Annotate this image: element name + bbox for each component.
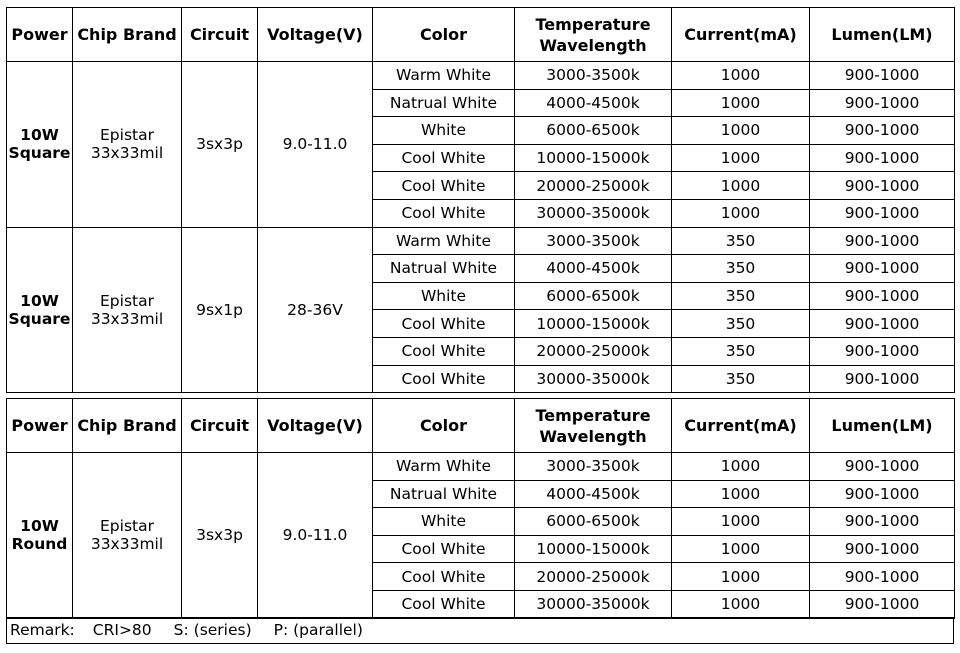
- header-lumen: Lumen(LM): [810, 399, 955, 453]
- current-cell: 1000: [672, 199, 810, 227]
- spec-table-round: [6, 398, 955, 619]
- header-row: [7, 8, 955, 62]
- lumen-cell: 900-1000: [810, 172, 955, 200]
- temperature-cell: 30000-35000k: [515, 590, 672, 618]
- current-cell: 350: [672, 282, 810, 310]
- header-circuit: Circuit: [182, 399, 258, 453]
- header-chip-brand: Chip Brand: [73, 399, 182, 453]
- chip-brand-line2: 33x33mil: [90, 309, 164, 328]
- current-cell: 1000: [672, 117, 810, 145]
- temperature-cell: 6000-6500k: [515, 117, 672, 145]
- color-cell: Cool White: [373, 563, 515, 591]
- circuit-cell: 3sx3p: [182, 62, 258, 228]
- header-temperature: [515, 8, 672, 62]
- spec-table-square: [6, 7, 955, 393]
- current-cell: 1000: [672, 563, 810, 591]
- color-cell: Cool White: [373, 172, 515, 200]
- current-cell: 1000: [672, 453, 810, 481]
- color-cell: White: [373, 117, 515, 145]
- chip-brand-cell: [73, 227, 182, 393]
- temperature-cell: 10000-15000k: [515, 310, 672, 338]
- voltage-cell: 9.0-11.0: [258, 62, 373, 228]
- color-cell: Cool White: [373, 144, 515, 172]
- temperature-cell: 10000-15000k: [515, 535, 672, 563]
- color-cell: Cool White: [373, 199, 515, 227]
- lumen-cell: 900-1000: [810, 89, 955, 117]
- remark-parallel: P: (parallel): [273, 621, 363, 639]
- header-temperature-line1: Temperature: [535, 405, 651, 425]
- chip-brand-line2: 33x33mil: [90, 144, 164, 163]
- current-cell: 1000: [672, 89, 810, 117]
- color-cell: Cool White: [373, 535, 515, 563]
- lumen-cell: 900-1000: [810, 62, 955, 90]
- lumen-cell: 900-1000: [810, 480, 955, 508]
- spec-table-body: [7, 8, 955, 393]
- table-row: [7, 227, 955, 255]
- power-line1: 10W: [20, 126, 59, 145]
- current-cell: 1000: [672, 480, 810, 508]
- header-power: Power: [7, 399, 73, 453]
- remark-series: S: (series): [173, 621, 252, 639]
- lumen-cell: 900-1000: [810, 337, 955, 365]
- lumen-cell: 900-1000: [810, 535, 955, 563]
- power-cell: [7, 227, 73, 393]
- lumen-cell: 900-1000: [810, 199, 955, 227]
- remark-label: Remark:: [10, 621, 75, 639]
- lumen-cell: 900-1000: [810, 144, 955, 172]
- temperature-cell: 6000-6500k: [515, 282, 672, 310]
- temperature-cell: 3000-3500k: [515, 227, 672, 255]
- chip-brand-line1: Epistar: [100, 126, 154, 145]
- color-cell: White: [373, 508, 515, 536]
- header-circuit: Circuit: [182, 8, 258, 62]
- lumen-cell: 900-1000: [810, 282, 955, 310]
- chip-brand-line2: 33x33mil: [90, 535, 164, 554]
- chip-brand-cell: [73, 62, 182, 228]
- lumen-cell: 900-1000: [810, 227, 955, 255]
- lumen-cell: 900-1000: [810, 365, 955, 393]
- temperature-cell: 20000-25000k: [515, 172, 672, 200]
- header-lumen: Lumen(LM): [810, 8, 955, 62]
- header-row: [7, 399, 955, 453]
- power-cell: [7, 453, 73, 619]
- power-line1: 10W: [20, 517, 59, 536]
- header-voltage: Voltage(V): [258, 399, 373, 453]
- circuit-cell: 3sx3p: [182, 453, 258, 619]
- color-cell: Natrual White: [373, 89, 515, 117]
- table-row: [7, 453, 955, 481]
- header-temperature-line2: Wavelength: [539, 35, 647, 55]
- temperature-cell: 30000-35000k: [515, 365, 672, 393]
- header-temperature-line1: Temperature: [535, 14, 651, 34]
- header-power: Power: [7, 8, 73, 62]
- voltage-cell: 28-36V: [258, 227, 373, 393]
- lumen-cell: 900-1000: [810, 508, 955, 536]
- table-row: [7, 62, 955, 90]
- color-cell: Warm White: [373, 62, 515, 90]
- lumen-cell: 900-1000: [810, 310, 955, 338]
- current-cell: 350: [672, 365, 810, 393]
- current-cell: 350: [672, 227, 810, 255]
- lumen-cell: 900-1000: [810, 255, 955, 283]
- temperature-cell: 3000-3500k: [515, 453, 672, 481]
- color-cell: Warm White: [373, 453, 515, 481]
- header-temperature: [515, 399, 672, 453]
- power-line2: Square: [8, 309, 71, 328]
- temperature-cell: 30000-35000k: [515, 199, 672, 227]
- circuit-cell: 9sx1p: [182, 227, 258, 393]
- color-cell: Natrual White: [373, 480, 515, 508]
- header-color: Color: [373, 399, 515, 453]
- temperature-cell: 4000-4500k: [515, 255, 672, 283]
- color-cell: Cool White: [373, 590, 515, 618]
- chip-brand-line1: Epistar: [100, 291, 154, 310]
- lumen-cell: 900-1000: [810, 453, 955, 481]
- color-cell: Warm White: [373, 227, 515, 255]
- lumen-cell: 900-1000: [810, 590, 955, 618]
- chip-brand-cell: [73, 453, 182, 619]
- voltage-cell: 9.0-11.0: [258, 453, 373, 619]
- current-cell: 1000: [672, 508, 810, 536]
- current-cell: 1000: [672, 62, 810, 90]
- temperature-cell: 4000-4500k: [515, 89, 672, 117]
- current-cell: 1000: [672, 590, 810, 618]
- current-cell: 350: [672, 255, 810, 283]
- header-current: Current(mA): [672, 8, 810, 62]
- temperature-cell: 10000-15000k: [515, 144, 672, 172]
- color-cell: Cool White: [373, 337, 515, 365]
- temperature-cell: 20000-25000k: [515, 337, 672, 365]
- current-cell: 1000: [672, 535, 810, 563]
- current-cell: 350: [672, 310, 810, 338]
- chip-brand-line1: Epistar: [100, 517, 154, 536]
- remark-bar: [6, 617, 954, 644]
- current-cell: 1000: [672, 172, 810, 200]
- temperature-cell: 20000-25000k: [515, 563, 672, 591]
- header-voltage: Voltage(V): [258, 8, 373, 62]
- color-cell: Cool White: [373, 310, 515, 338]
- header-current: Current(mA): [672, 399, 810, 453]
- header-color: Color: [373, 8, 515, 62]
- lumen-cell: 900-1000: [810, 563, 955, 591]
- header-chip-brand: Chip Brand: [73, 8, 182, 62]
- color-cell: Natrual White: [373, 255, 515, 283]
- current-cell: 350: [672, 337, 810, 365]
- current-cell: 1000: [672, 144, 810, 172]
- color-cell: White: [373, 282, 515, 310]
- temperature-cell: 3000-3500k: [515, 62, 672, 90]
- power-cell: [7, 62, 73, 228]
- power-line1: 10W: [20, 291, 59, 310]
- power-line2: Round: [11, 535, 68, 554]
- power-line2: Square: [8, 144, 71, 163]
- spec-table-body: [7, 399, 955, 619]
- color-cell: Cool White: [373, 365, 515, 393]
- header-temperature-line2: Wavelength: [539, 426, 647, 446]
- lumen-cell: 900-1000: [810, 117, 955, 145]
- temperature-cell: 6000-6500k: [515, 508, 672, 536]
- temperature-cell: 4000-4500k: [515, 480, 672, 508]
- remark-cri: CRI>80: [92, 621, 152, 639]
